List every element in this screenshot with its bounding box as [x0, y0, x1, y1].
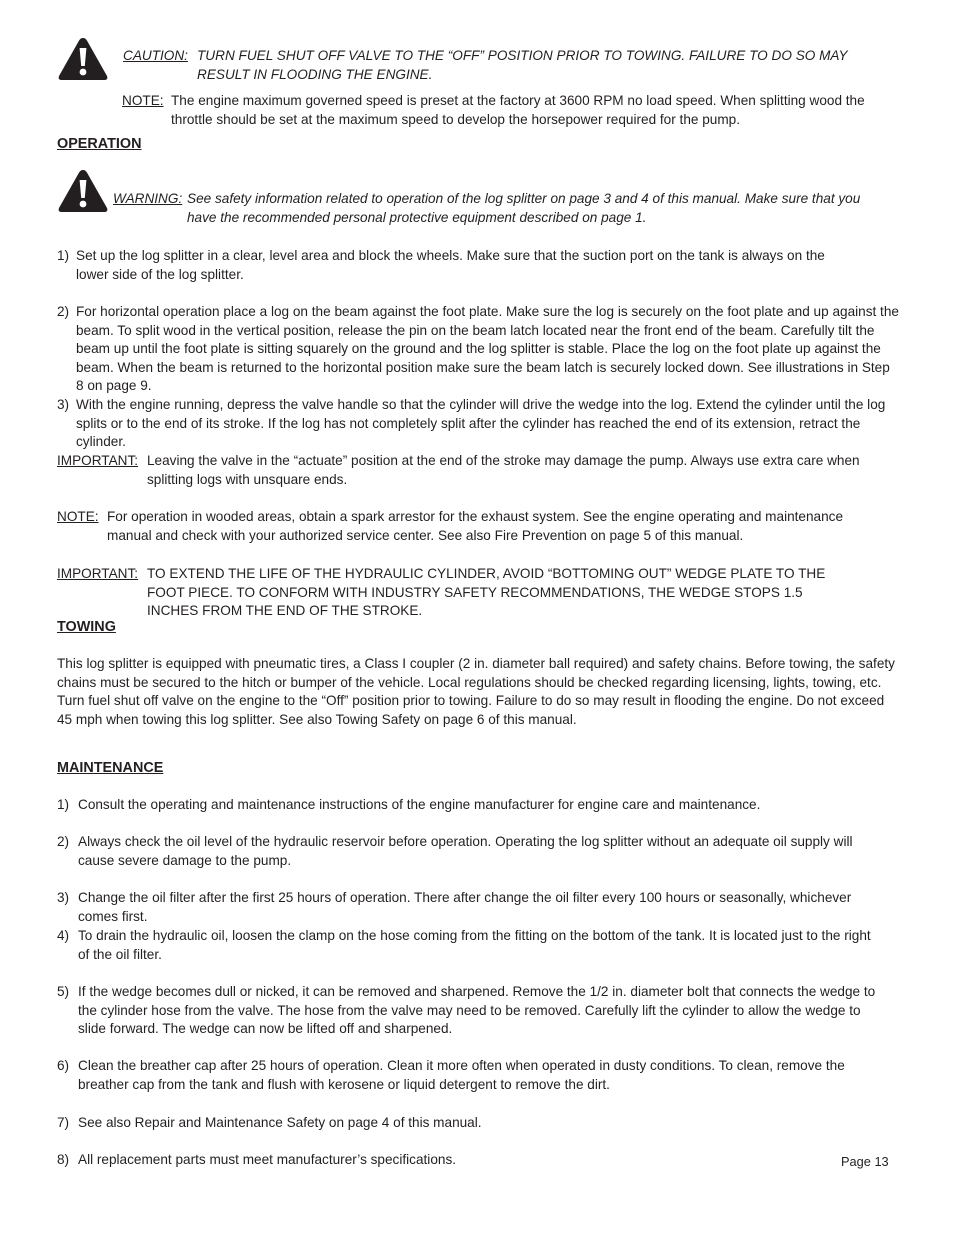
note-top: [122, 92, 882, 129]
list-item: 8) All replacement parts must meet manufacturer’s specifications.: [57, 1152, 457, 1167]
warning-label: WARNING:: [113, 191, 183, 206]
list-item: 3) Change the oil filter after the first 25 hours of operation. There after change the oil filter every 100 hours or seasonally, whichever comes first.: [57, 890, 852, 924]
important-notice: IMPORTANT: Leaving the valve in the “actuate” position at the end of the stroke may damage the pump. Always use extra care when splitting logs with unsquare ends.: [57, 453, 860, 487]
warning-text: See safety information related to operation of the log splitter on page 3 and 4 of this manual. Make sure that you have the recommended personal protective equipment described on page 1.: [187, 191, 861, 225]
caution-label: CAUTION:: [123, 48, 188, 63]
important-notice: IMPORTANT: TO EXTEND THE LIFE OF THE HYDRAULIC CYLINDER, AVOID “BOTTOMING OUT” WEDGE PLATE TO THE FOOT PIECE. TO CONFORM WITH INDUSTRY SAFETY RECOMMENDATIONS, THE WEDGE STOPS 1.5 INCHES FROM THE END OF THE STROKE.: [57, 566, 826, 619]
towing-text: This log splitter is equipped with pneumatic tires, a Class I coupler (2 in. diameter ball required) and safety chains. Before towing, the safety chains must be secured to the hitch or bumper of the vehicle. Local regulations should be checked regarding licensing, lights, towing, etc. Turn fuel shut off valve on the engine to the “Off” position prior to towing. Failure to do so may result in flooding the engine. Do not exceed 45 mph when towing this log splitter. See also Towing Safety on page 6 of this manual.: [57, 656, 895, 727]
note-top-text: The engine maximum governed speed is preset at the factory at 3600 RPM no load speed. When splitting wood the throttle should be set at the maximum speed to develop the horsepower required for the pump.: [171, 93, 865, 127]
operation-warning: [113, 190, 893, 227]
list-item: 6) Clean the breather cap after 25 hours of operation. Clean it more often when operated in dusty conditions. To clean, remove the breather cap from the tank and flush with kerosene or liquid detergent to remove the dirt.: [57, 1058, 845, 1092]
page-number: Page 13: [841, 1154, 889, 1169]
list-item: 7) See also Repair and Maintenance Safety on page 4 of this manual.: [57, 1115, 482, 1130]
note-notice: NOTE: For operation in wooded areas, obtain a spark arrestor for the exhaust system. See the engine operating and maintenance manual and check with your authorized service center. See also Fire Prevention on page 5 of this manual.: [57, 509, 844, 543]
caution-text: TURN FUEL SHUT OFF VALVE TO THE “OFF” POSITION PRIOR TO TOWING. FAILURE TO DO SO MAY RESULT IN FLOODING THE ENGINE.: [197, 48, 848, 82]
list-item: 1) Consult the operating and maintenance instructions of the engine manufacturer for engine care and maintenance.: [57, 797, 761, 812]
list-item: 3) With the engine running, depress the valve handle so that the cylinder will drive the wedge into the log. Extend the cylinder until the log splits or to the end of its stroke. If the log has not completely split after the cylinder has reached the end of its extension, retract the cylinder.: [57, 397, 886, 450]
list-item: 2) Always check the oil level of the hydraulic reservoir before operation. Operating the log splitter without an adequate oil supply will cause severe damage to the pump.: [57, 834, 853, 868]
maintenance-heading: MAINTENANCE: [57, 760, 164, 776]
list-item: 5) If the wedge becomes dull or nicked, it can be removed and sharpened. Remove the 1/2 in. diameter bolt that connects the wedge to the cylinder hose from the valve. The hose from the valve may need to be removed. Carefully lift the cylinder to allow the wedge to slide forward. The wedge can now be lifted off and sharpened.: [57, 984, 876, 1037]
caution-notice: [123, 47, 893, 84]
list-item: 1) Set up the log splitter in a clear, level area and block the wheels. Make sure that the suction port on the tank is always on the lower side of the log splitter.: [57, 248, 825, 282]
list-item: 4) To drain the hydraulic oil, loosen the clamp on the hose coming from the fitting on the bottom of the tank. It is located just to the right of the oil filter.: [57, 928, 871, 962]
warning-triangle-icon: [57, 168, 109, 214]
towing-heading: TOWING: [57, 619, 116, 635]
operation-heading: OPERATION: [57, 136, 142, 152]
note-top-label: NOTE:: [122, 93, 164, 108]
list-item: 2) For horizontal operation place a log on the beam against the foot plate. Make sure the log is securely on the foot plate and up against the beam. To split wood in the vertical position, release the pin on the beam latch located near the front end of the beam. Carefully tilt the beam up until the foot plate is sitting squarely on the ground and the log splitter is stable. Place the log on the foot plate up against the beam. When the beam is returned to the horizontal position make sure the beam latch is securely locked down. See illustrations in Step 8 on page 9.: [57, 304, 899, 394]
warning-triangle-icon: [57, 36, 109, 82]
